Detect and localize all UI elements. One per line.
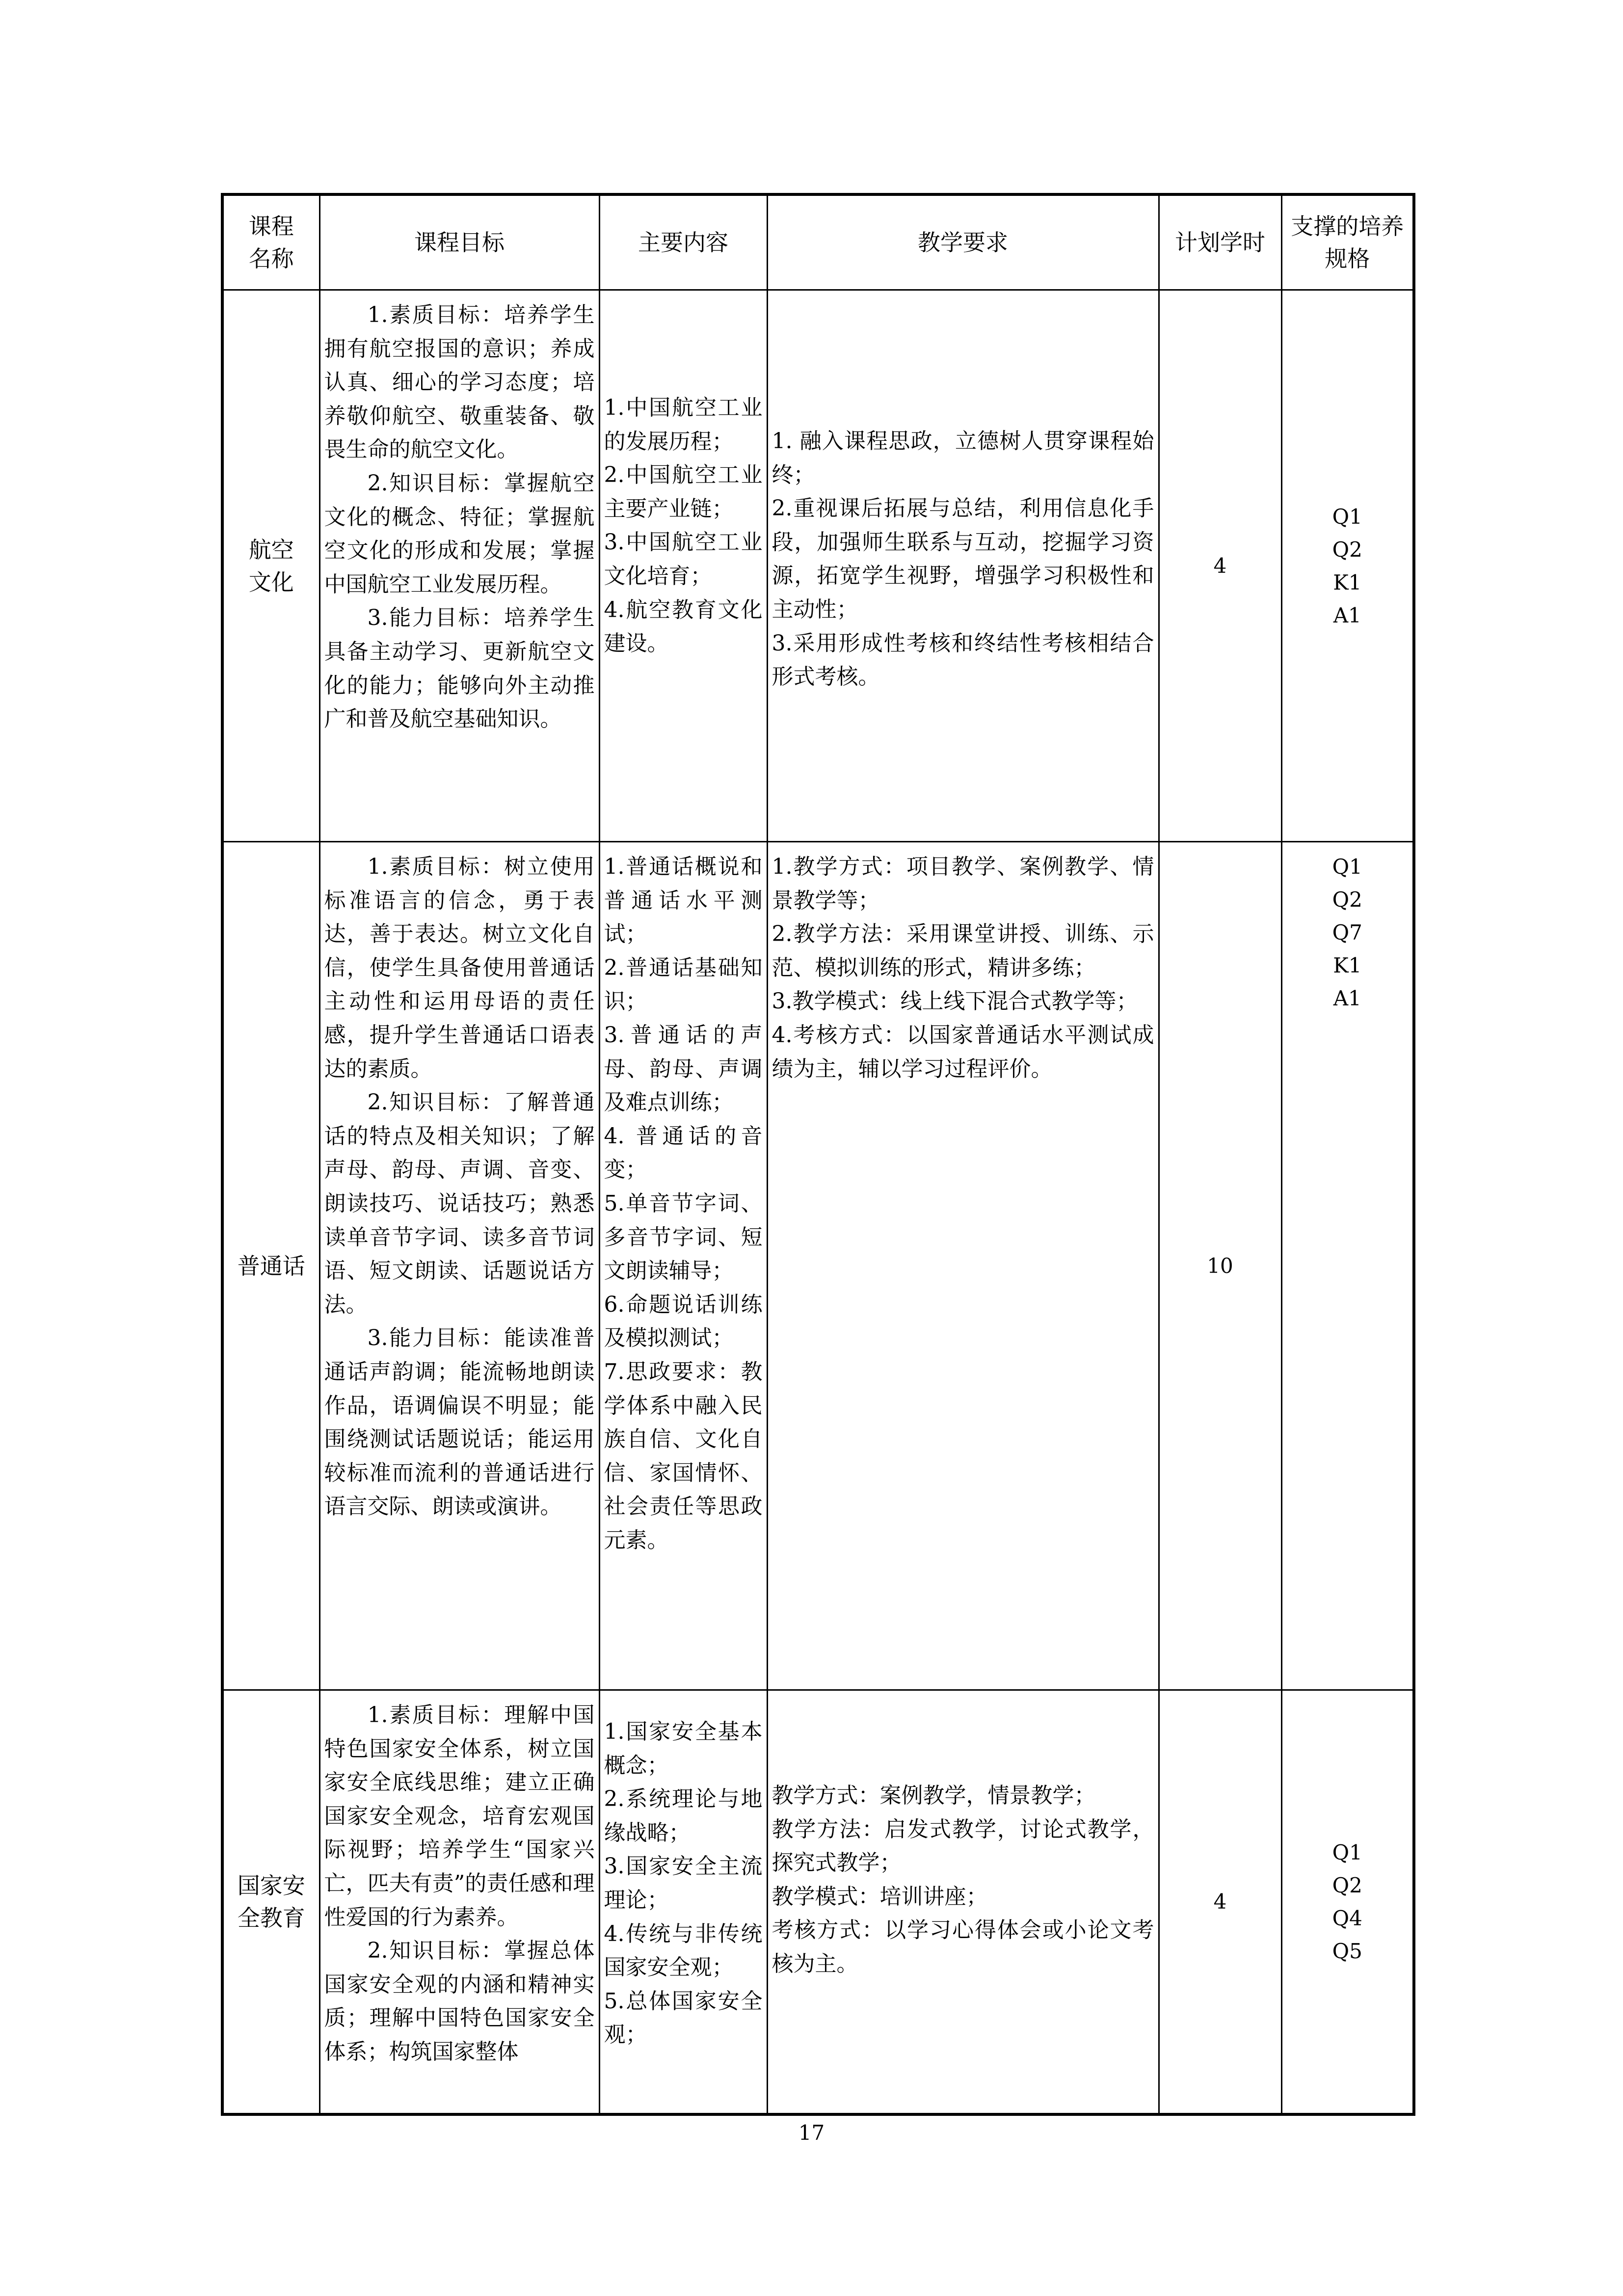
spec-cell — [1281, 290, 1414, 842]
content-item: 7.思政要求：教学体系中融入民族自信、文化自信、家国情怀、社会责任等思政元素。 — [604, 1359, 763, 1553]
requirement-item: 教学模式：培训讲座； — [772, 1884, 988, 1909]
table-row — [222, 1690, 1414, 2114]
course-goal-cell — [319, 1690, 599, 2114]
spec-code: A1 — [1333, 986, 1361, 1010]
teaching-requirement-cell — [767, 842, 1159, 1690]
goal-paragraph: 3.能力目标：能读准普通话声韵调；能流畅地朗读作品，语调偏误不明显；能围绕测试话题说话；能运用较标准而流利的普通话进行语言交际、朗读或演讲。 — [324, 1325, 595, 1519]
spec-code: A1 — [1333, 603, 1361, 627]
spec-cell — [1281, 842, 1414, 1690]
content-item: 4.传统与非传统国家安全观； — [604, 1921, 763, 1980]
header-content: 主要内容 — [599, 194, 767, 290]
goal-paragraph: 1.素质目标：培养学生拥有航空报国的意识；养成认真、细心的学习态度；培养敬仰航空、敬重装备、敬畏生命的航空文化。 — [324, 302, 595, 462]
spec-code: Q5 — [1332, 1939, 1362, 1963]
requirement-item: 1. 融入课程思政，立德树人贯穿课程始终； — [772, 429, 1154, 487]
spec-code: K1 — [1333, 570, 1362, 594]
requirement-item: 教学方法：启发式教学，讨论式教学，探究式教学； — [772, 1816, 1154, 1876]
content-item: 2.普通话基础知识； — [604, 955, 763, 1014]
spec-code: Q1 — [1332, 504, 1362, 529]
content-item: 4.航空教育文化建设。 — [604, 597, 763, 656]
goal-paragraph: 2.知识目标：了解普通话的特点及相关知识；了解声母、韵母、声调、音变、朗读技巧、说话技巧；熟悉读单音节字词、读多音节词语、短文朗读、话题说话方法。 — [324, 1090, 595, 1317]
planned-hours-cell: 4 — [1159, 1690, 1281, 2114]
planned-hours-cell: 10 — [1159, 842, 1281, 1690]
course-goal-cell — [319, 290, 599, 842]
spec-cell — [1281, 1690, 1414, 2114]
spec-code: Q1 — [1332, 855, 1362, 879]
course-table — [221, 193, 1415, 2116]
content-item: 6.命题说话训练及模拟测试； — [604, 1292, 763, 1351]
content-item: 4. 普通话的音变； — [604, 1123, 763, 1183]
content-item: 5.单音节字词、多音节字词、短文朗读辅导； — [604, 1190, 763, 1284]
spec-code: K1 — [1333, 953, 1362, 977]
content-item: 3.中国航空工业文化培育； — [604, 530, 763, 589]
content-item: 1.国家安全基本概念； — [604, 1719, 763, 1778]
requirement-item: 4.考核方式：以国家普通话水平测试成绩为主，辅以学习过程评价。 — [772, 1022, 1154, 1081]
content-item: 2.中国航空工业主要产业链； — [604, 462, 763, 521]
header-course-name: 课程 名称 — [222, 194, 319, 290]
spec-code: Q7 — [1332, 920, 1362, 945]
goal-paragraph: 1.素质目标：理解中国特色国家安全体系，树立国家安全底线思维；建立正确国家安全观念，培育宏观国际视野；培养学生“国家兴亡，匹夫有责”的责任感和理性爱国的行为素养。 — [324, 1702, 595, 1930]
table-header-row — [222, 194, 1414, 290]
requirement-item: 考核方式：以学习心得体会或小论文考核为主。 — [772, 1918, 1154, 1976]
spec-code: Q2 — [1332, 888, 1362, 912]
requirement-item: 2.教学方法：采用课堂讲授、训练、示范、模拟训练的形式，精讲多练； — [772, 921, 1154, 980]
teaching-requirement-cell — [767, 290, 1159, 842]
content-item: 2.系统理论与地缘战略； — [604, 1786, 763, 1845]
spec-code: Q2 — [1332, 537, 1362, 562]
requirement-item: 3.采用形成性考核和终结性考核相结合形式考核。 — [772, 630, 1154, 690]
spec-code: Q2 — [1332, 1873, 1362, 1897]
main-content-cell — [599, 290, 767, 842]
content-item: 3.普通话的声母、韵母、声调及难点训练； — [604, 1022, 763, 1115]
spec-code: Q1 — [1332, 1840, 1362, 1864]
course-name-cell: 航空 文化 — [222, 290, 319, 842]
spec-code: Q4 — [1332, 1906, 1362, 1930]
course-name-cell: 普通话 — [222, 842, 319, 1690]
goal-paragraph: 2.知识目标：掌握航空文化的概念、特征；掌握航空文化的形成和发展；掌握中国航空工业发展历程。 — [324, 470, 595, 597]
planned-hours-cell: 4 — [1159, 290, 1281, 842]
requirement-item: 教学方式：案例教学，情景教学； — [772, 1783, 1096, 1808]
header-goal: 课程目标 — [319, 194, 599, 290]
goal-paragraph: 2.知识目标：掌握总体国家安全观的内涵和精神实质；理解中国特色国家安全体系；构筑国家整体 — [324, 1938, 595, 2064]
requirement-item: 3.教学模式：线上线下混合式教学等； — [772, 989, 1138, 1014]
table-row — [222, 842, 1414, 1690]
table-row — [222, 290, 1414, 842]
content-item: 1.中国航空工业的发展历程； — [604, 395, 763, 454]
goal-paragraph: 3.能力目标：培养学生具备主动学习、更新航空文化的能力；能够向外主动推广和普及航空基础知识。 — [324, 605, 595, 732]
course-goal-cell — [319, 842, 599, 1690]
header-spec: 支撑的培养 规格 — [1281, 194, 1414, 290]
page-number: 17 — [798, 2121, 825, 2145]
header-requirement: 教学要求 — [767, 194, 1159, 290]
course-name-cell: 国家安 全教育 — [222, 1690, 319, 2114]
goal-paragraph: 1.素质目标：树立使用标准语言的信念，勇于表达，善于表达。树立文化自信，使学生具备使用普通话主动性和运用母语的责任感，提升学生普通话口语表达的素质。 — [324, 854, 595, 1081]
requirement-item: 1.教学方式：项目教学、案例教学、情景教学等； — [772, 854, 1154, 913]
content-item: 1.普通话概说和普通话水平测试； — [604, 854, 763, 947]
content-item: 5.总体国家安全观； — [604, 1988, 763, 2048]
teaching-requirement-cell — [767, 1690, 1159, 2114]
header-hours: 计划学时 — [1159, 194, 1281, 290]
main-content-cell — [599, 842, 767, 1690]
requirement-item: 2.重视课后拓展与总结，利用信息化手段，加强师生联系与互动，挖掘学习资源，拓宽学生视野，增强学习积极性和主动性； — [772, 496, 1154, 622]
content-item: 3.国家安全主流理论； — [604, 1854, 763, 1913]
main-content-cell — [599, 1690, 767, 2114]
